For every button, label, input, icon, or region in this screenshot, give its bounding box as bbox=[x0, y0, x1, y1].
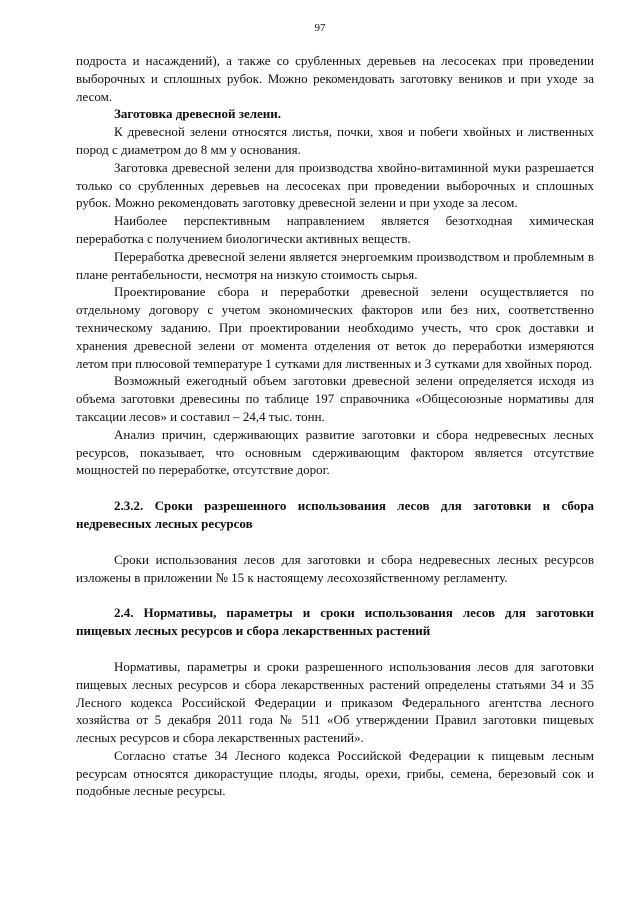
paragraph: Проектирование сбора и переработки древесной зелени осуществляется по отдельному договору с учетом экономических факторов или без них, соответственно техническому заданию. При проектировании необходимо учесть, что срок доставки и хранения древесной зелени от момента отделения от веток до переработки измеряются летом при плюсовой температуре 1 сутками для лиственных и 3 сутками для хвойных пород. bbox=[76, 284, 594, 371]
paragraph: Согласно статье 34 Лесного кодекса Российской Федерации к пищевым лесным ресурсам относятся дикорастущие плоды, ягоды, орехи, грибы, семена, березовый сок и подобные лесные ресурсы. bbox=[76, 747, 594, 799]
section-heading-2-3-2: 2.3.2. Сроки разрешенного использования лесов для заготовки и сбора недревесных лесных ресурсов bbox=[76, 498, 594, 531]
paragraph: Заготовка древесной зелени для производства хвойно-витаминной муки разрешается только со срубленных деревьев на лесосеках при проведении выборочных и сплошных рубок. Можно рекомендовать заготовку древесной зелени и при уходе за лесом. bbox=[76, 159, 594, 211]
subheading-wood-greenery: Заготовка древесной зелени. bbox=[114, 106, 282, 122]
paragraph-continuation: подроста и насаждений), а также со срубленных деревьев на лесосеках при проведении выборочных и сплошных рубок. Можно рекомендовать заготовку веников и при уходе за лесом. bbox=[76, 53, 594, 104]
paragraph: Переработка древесной зелени является энергоемким производством и проблемным в плане рентабельности, несмотря на низкую стоимость сырья. bbox=[76, 248, 594, 282]
section-heading-2-4: 2.4. Нормативы, параметры и сроки использования лесов для заготовки пищевых лесных ресурсов и сбора лекарственных растений bbox=[76, 605, 594, 639]
paragraph: Сроки использования лесов для заготовки и сбора недревесных лесных ресурсов изложены в приложении № 15 к настоящему лесохозяйственному регламенту. bbox=[76, 551, 594, 585]
page-number: 97 bbox=[314, 22, 326, 34]
paragraph: Нормативы, параметры и сроки разрешенного использования лесов для заготовки пищевых лесных ресурсов и сбора лекарственных растений определены статьями 34 и 35 Лесного кодекса Российской Федерации и приказом Федерального агентства лесного хозяйства от 5 декабря 2011 года № 511 «Об утверждении Правил заготовки пищевых лесных ресурсов и сбора лекарственных растений». bbox=[76, 658, 594, 746]
paragraph: Наиболее перспективным направлением является безотходная химическая переработка с получением биологически активных веществ. bbox=[76, 213, 594, 246]
paragraph: К древесной зелени относятся листья, почки, хвоя и побеги хвойных и лиственных пород с диаметром до 8 мм у основания. bbox=[76, 124, 594, 157]
paragraph: Анализ причин, сдерживающих развитие заготовки и сбора недревесных лесных ресурсов, показывает, что основным сдерживающим фактором является отсутствие мощностей по переработке, отсутствие дорог. bbox=[76, 426, 594, 478]
paragraph: Возможный ежегодный объем заготовки древесной зелени определяется исходя из объема заготовки древесины по таблице 197 справочника «Общесоюзные нормативы для таксации лесов» и составил – 24,4 тыс. тонн. bbox=[76, 373, 594, 424]
page-content bbox=[76, 52, 594, 800]
